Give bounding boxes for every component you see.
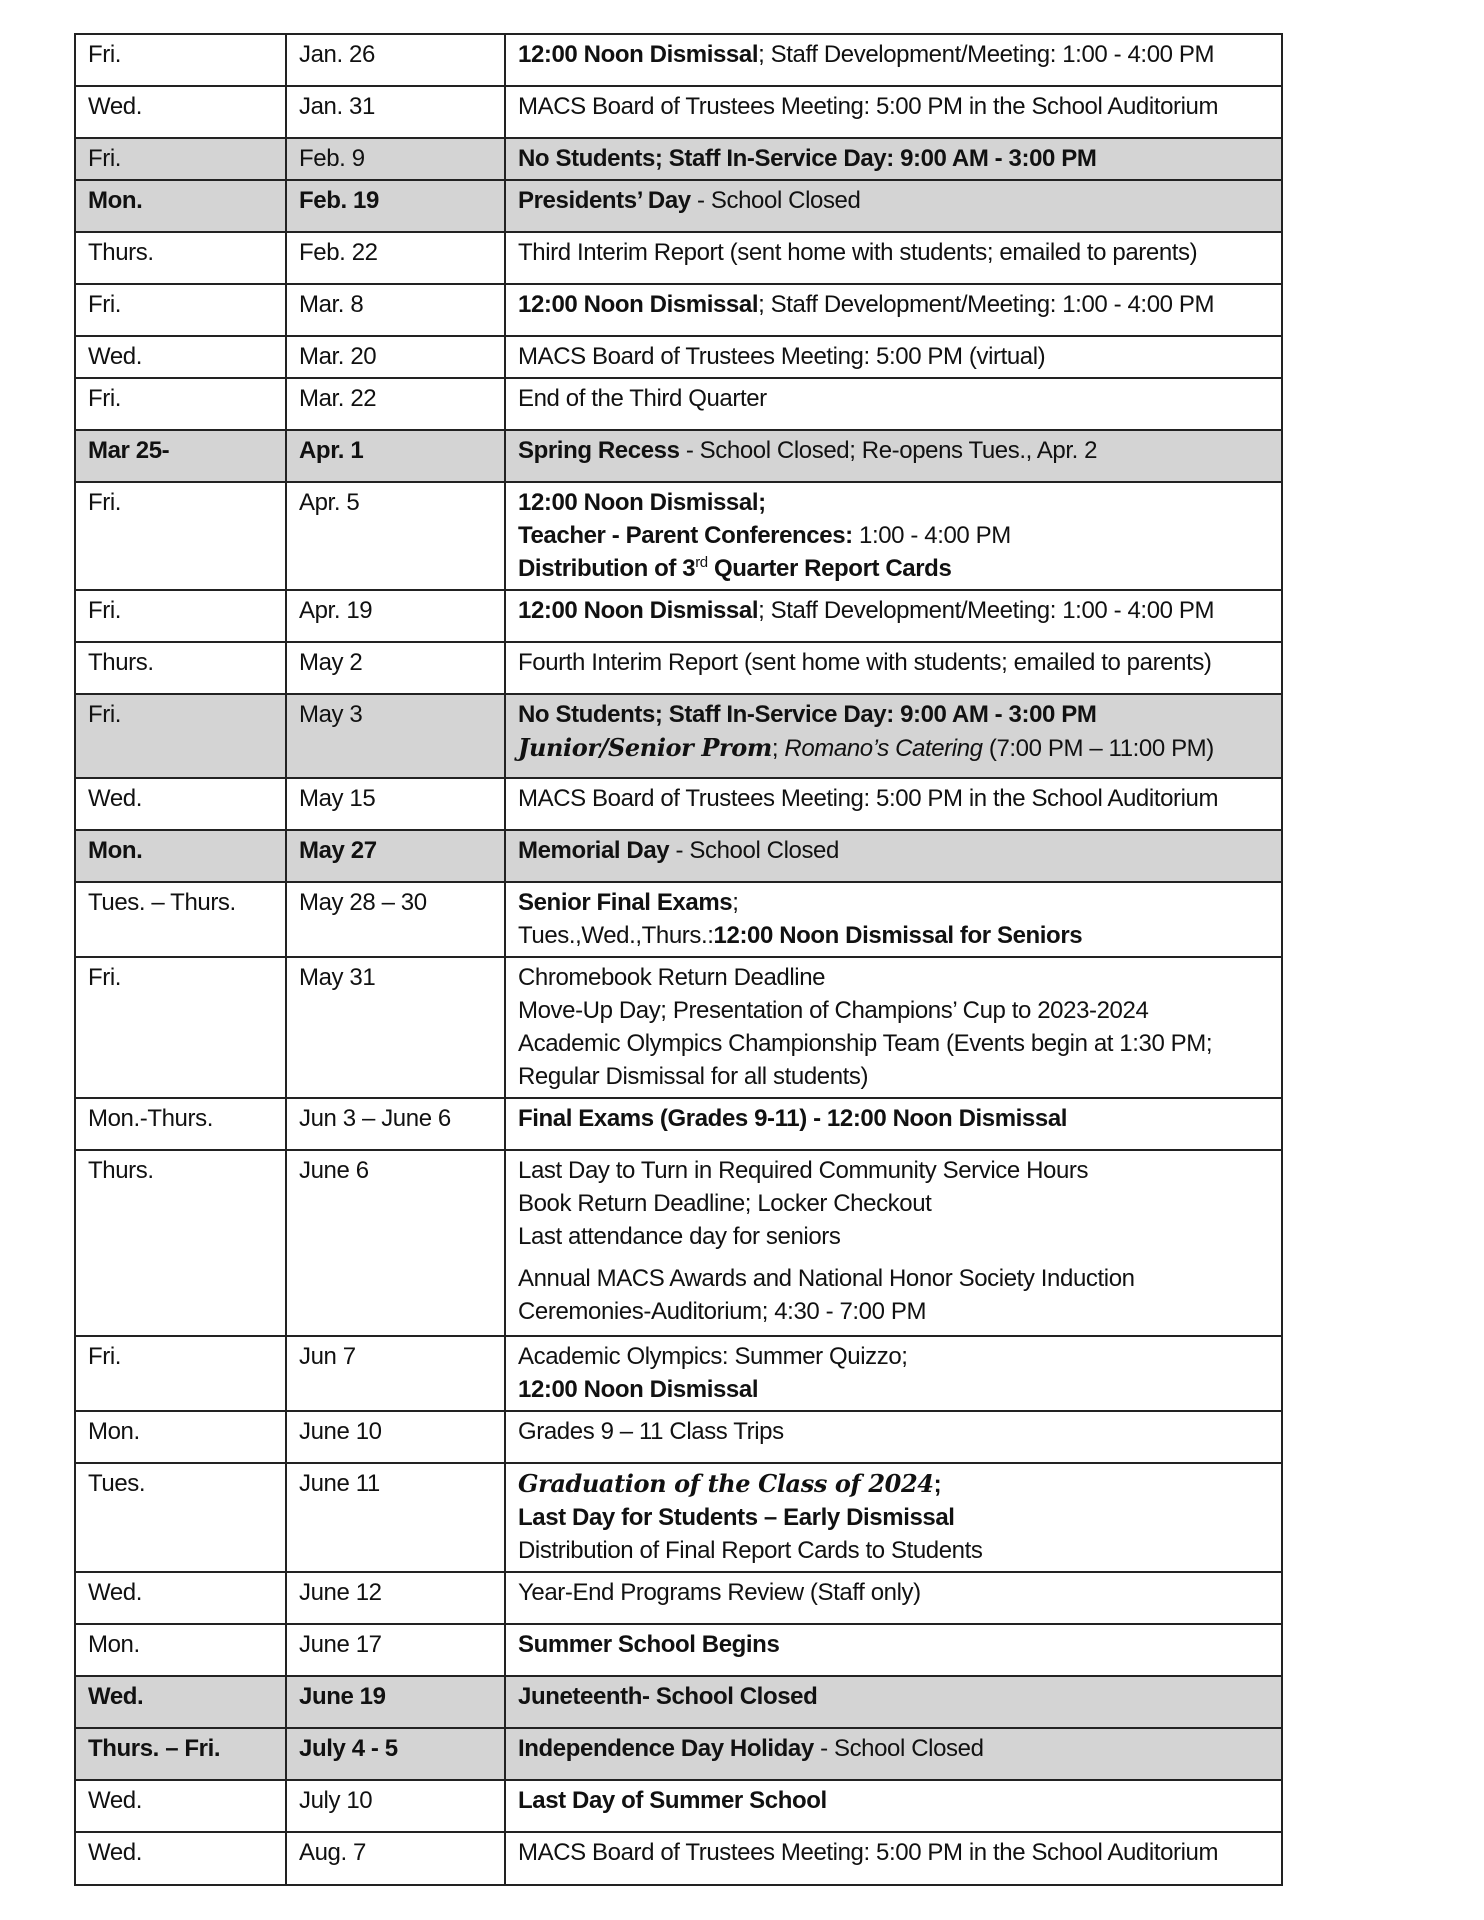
day-cell: Mar 25-	[75, 430, 286, 482]
calendar-row	[75, 232, 1282, 284]
event-cell	[505, 1780, 1282, 1832]
event-text: Last Day of Summer School	[518, 1787, 827, 1814]
event-line	[518, 552, 1269, 585]
day-cell: Wed.	[75, 1572, 286, 1624]
calendar-body	[75, 34, 1282, 1885]
event-text: ;	[732, 889, 739, 916]
day-cell: Mon.	[75, 1411, 286, 1463]
event-text: ; Staff Development/Meeting: 1:00 - 4:00 PM	[758, 41, 1215, 68]
date-cell: Apr. 1	[286, 430, 505, 482]
event-text: MACS Board of Trustees Meeting: 5:00 PM in the School Auditorium	[518, 1839, 1219, 1866]
day-cell: Thurs.	[75, 232, 286, 284]
event-cell	[505, 138, 1282, 180]
calendar-row	[75, 284, 1282, 336]
event-line	[518, 994, 1269, 1027]
event-text: - School Closed	[690, 187, 861, 214]
event-line	[518, 594, 1269, 627]
event-text: 12:00 Noon Dismissal	[518, 1376, 759, 1403]
event-text: Independence Day Holiday	[518, 1735, 814, 1762]
calendar-row	[75, 1463, 1282, 1572]
calendar-row	[75, 882, 1282, 957]
event-line	[518, 142, 1269, 175]
event-line	[518, 886, 1269, 919]
event-text: Teacher - Parent Conferences:	[518, 522, 853, 549]
calendar-row	[75, 1150, 1282, 1336]
event-text: No Students; Staff In-Service Day: 9:00 AM - 3:00 PM	[518, 145, 1097, 172]
event-line	[518, 382, 1269, 415]
event-text: Annual MACS Awards and National Honor Society Induction	[518, 1265, 1135, 1292]
event-line	[518, 1732, 1269, 1765]
event-text: Move-Up Day; Presentation of Champions’ Cup to 2023-2024	[518, 997, 1149, 1024]
event-text: Presidents’ Day	[518, 187, 691, 214]
day-cell: Fri.	[75, 694, 286, 778]
event-text: Distribution of 3	[518, 555, 696, 582]
day-cell: Fri.	[75, 1336, 286, 1411]
event-cell	[505, 590, 1282, 642]
event-text: Distribution of Final Report Cards to Students	[518, 1537, 983, 1564]
event-line	[518, 184, 1269, 217]
event-cell	[505, 1411, 1282, 1463]
calendar-row	[75, 138, 1282, 180]
calendar-row	[75, 1624, 1282, 1676]
day-cell: Thurs.	[75, 1150, 286, 1336]
date-cell: June 10	[286, 1411, 505, 1463]
day-cell: Fri.	[75, 34, 286, 86]
event-text: - School Closed	[669, 837, 839, 864]
event-text: Last Day to Turn in Required Community Service Hours	[518, 1157, 1089, 1184]
event-cell	[505, 1463, 1282, 1572]
day-cell: Tues.	[75, 1463, 286, 1572]
day-cell: Thurs.	[75, 642, 286, 694]
event-cell	[505, 694, 1282, 778]
event-line	[518, 1467, 1269, 1501]
event-text: MACS Board of Trustees Meeting: 5:00 PM (virtual)	[518, 343, 1046, 370]
event-line	[518, 731, 1269, 765]
calendar-row	[75, 1336, 1282, 1411]
calendar-row	[75, 86, 1282, 138]
date-cell: June 11	[286, 1463, 505, 1572]
event-line	[518, 1102, 1269, 1135]
date-cell: Jun 7	[286, 1336, 505, 1411]
event-line	[518, 340, 1269, 373]
event-text: ;	[933, 1471, 942, 1498]
event-text: 12:00 Noon Dismissal	[518, 291, 759, 318]
calendar-row	[75, 482, 1282, 590]
event-line	[518, 1060, 1269, 1093]
date-cell: May 3	[286, 694, 505, 778]
date-cell: Feb. 19	[286, 180, 505, 232]
day-cell: Wed.	[75, 1832, 286, 1885]
calendar-row	[75, 1411, 1282, 1463]
event-line	[518, 1027, 1269, 1060]
event-line	[518, 1784, 1269, 1817]
event-text: Juneteenth- School Closed	[518, 1683, 818, 1710]
event-line	[518, 834, 1269, 867]
event-text: End of the Third Quarter	[518, 385, 767, 412]
date-cell: Apr. 5	[286, 482, 505, 590]
event-cell	[505, 957, 1282, 1098]
event-line	[518, 1187, 1269, 1220]
event-text: Last attendance day for seniors	[518, 1223, 841, 1250]
event-text: No Students; Staff In-Service Day: 9:00 AM - 3:00 PM	[518, 701, 1097, 728]
date-cell: Jan. 26	[286, 34, 505, 86]
date-cell: May 28 – 30	[286, 882, 505, 957]
event-line	[518, 919, 1269, 952]
calendar-row	[75, 1098, 1282, 1150]
event-line	[518, 236, 1269, 269]
event-line	[518, 698, 1269, 731]
event-text: Academic Olympics: Summer Quizzo;	[518, 1343, 908, 1370]
event-line	[518, 519, 1269, 552]
day-cell: Mon.	[75, 1624, 286, 1676]
event-cell	[505, 1676, 1282, 1728]
date-cell: July 4 - 5	[286, 1728, 505, 1780]
day-cell: Fri.	[75, 284, 286, 336]
event-text: 12:00 Noon Dismissal;	[518, 489, 766, 516]
event-cell	[505, 1150, 1282, 1336]
date-cell: May 31	[286, 957, 505, 1098]
event-cell	[505, 180, 1282, 232]
event-text: 12:00 Noon Dismissal	[518, 41, 759, 68]
day-cell: Wed.	[75, 336, 286, 378]
day-cell: Fri.	[75, 957, 286, 1098]
event-text: Grades 9 – 11 Class Trips	[518, 1418, 784, 1445]
day-cell: Wed.	[75, 1676, 286, 1728]
event-text: - School Closed	[813, 1735, 984, 1762]
event-cell	[505, 284, 1282, 336]
event-text: rd	[695, 554, 708, 571]
date-cell: Jun 3 – June 6	[286, 1098, 505, 1150]
calendar-row	[75, 378, 1282, 430]
event-line	[518, 1262, 1269, 1295]
day-cell: Mon.-Thurs.	[75, 1098, 286, 1150]
date-cell: June 17	[286, 1624, 505, 1676]
event-text: Year-End Programs Review (Staff only)	[518, 1579, 921, 1606]
event-cell	[505, 1728, 1282, 1780]
event-line	[518, 1220, 1269, 1253]
event-text: Romano’s Catering	[784, 735, 983, 762]
event-line	[518, 1836, 1269, 1869]
event-text: Book Return Deadline; Locker Checkout	[518, 1190, 932, 1217]
day-cell: Wed.	[75, 86, 286, 138]
calendar-row	[75, 180, 1282, 232]
event-cell	[505, 86, 1282, 138]
calendar-row	[75, 694, 1282, 778]
calendar-row	[75, 1780, 1282, 1832]
event-text: Memorial Day	[518, 837, 670, 864]
calendar-row	[75, 590, 1282, 642]
day-cell: Fri.	[75, 138, 286, 180]
date-cell: Aug. 7	[286, 1832, 505, 1885]
event-text: Graduation of the Class of 2024	[518, 1469, 934, 1498]
date-cell: May 2	[286, 642, 505, 694]
event-text: - School Closed; Re-opens Tues., Apr. 2	[679, 437, 1098, 464]
day-cell: Fri.	[75, 482, 286, 590]
day-cell: Wed.	[75, 1780, 286, 1832]
event-line	[518, 961, 1269, 994]
event-text: Regular Dismissal for all students)	[518, 1063, 869, 1090]
calendar-row	[75, 1728, 1282, 1780]
event-text: Quarter Report Cards	[707, 555, 952, 582]
date-cell: Jan. 31	[286, 86, 505, 138]
event-cell	[505, 34, 1282, 86]
event-line	[518, 1373, 1269, 1406]
event-text: Tues.,Wed.,Thurs.:	[518, 922, 714, 949]
day-cell: Wed.	[75, 778, 286, 830]
day-cell: Thurs. – Fri.	[75, 1728, 286, 1780]
calendar-row	[75, 1832, 1282, 1885]
event-text: Fourth Interim Report (sent home with students; emailed to parents)	[518, 649, 1212, 676]
event-text: Spring Recess	[518, 437, 680, 464]
event-text: 1:00 - 4:00 PM	[852, 522, 1011, 549]
event-line	[518, 646, 1269, 679]
event-text: Senior Final Exams	[518, 889, 733, 916]
event-line	[518, 38, 1269, 71]
event-text: Chromebook Return Deadline	[518, 964, 826, 991]
date-cell: Mar. 8	[286, 284, 505, 336]
event-line	[518, 1628, 1269, 1661]
event-text: Junior/Senior Prom	[518, 733, 772, 762]
event-line	[518, 782, 1269, 815]
event-text: Final Exams (Grades 9-11) - 12:00 Noon Dismissal	[518, 1105, 1068, 1132]
event-line	[518, 1415, 1269, 1448]
day-cell: Fri.	[75, 590, 286, 642]
event-cell	[505, 1624, 1282, 1676]
event-cell	[505, 232, 1282, 284]
day-cell: Fri.	[75, 378, 286, 430]
event-text: ;	[771, 735, 785, 762]
event-line	[518, 1154, 1269, 1187]
day-cell: Mon.	[75, 830, 286, 882]
event-text: (7:00 PM – 11:00 PM)	[982, 735, 1214, 762]
date-cell: May 15	[286, 778, 505, 830]
event-line	[518, 1576, 1269, 1609]
date-cell: Mar. 22	[286, 378, 505, 430]
event-line	[518, 1501, 1269, 1534]
event-text: ; Staff Development/Meeting: 1:00 - 4:00 PM	[758, 597, 1215, 624]
event-text: MACS Board of Trustees Meeting: 5:00 PM in the School Auditorium	[518, 93, 1219, 120]
event-cell	[505, 642, 1282, 694]
calendar-row	[75, 1676, 1282, 1728]
calendar-row	[75, 430, 1282, 482]
day-cell: Mon.	[75, 180, 286, 232]
event-text: 12:00 Noon Dismissal	[518, 597, 759, 624]
calendar-row	[75, 957, 1282, 1098]
event-text: Academic Olympics Championship Team (Events begin at 1:30 PM;	[518, 1030, 1213, 1057]
event-cell	[505, 778, 1282, 830]
event-text: Third Interim Report (sent home with students; emailed to parents)	[518, 239, 1198, 266]
event-cell	[505, 430, 1282, 482]
event-line	[518, 1680, 1269, 1713]
calendar-row	[75, 778, 1282, 830]
event-cell	[505, 830, 1282, 882]
event-cell	[505, 336, 1282, 378]
event-text: Last Day for Students – Early Dismissal	[518, 1504, 955, 1531]
date-cell: July 10	[286, 1780, 505, 1832]
date-cell: June 6	[286, 1150, 505, 1336]
event-cell	[505, 1336, 1282, 1411]
event-line	[518, 90, 1269, 123]
event-cell	[505, 482, 1282, 590]
event-cell	[505, 1572, 1282, 1624]
day-cell: Tues. – Thurs.	[75, 882, 286, 957]
event-text: Ceremonies-Auditorium; 4:30 - 7:00 PM	[518, 1298, 927, 1325]
event-line	[518, 1295, 1269, 1328]
event-cell	[505, 882, 1282, 957]
date-cell: June 19	[286, 1676, 505, 1728]
calendar-row	[75, 642, 1282, 694]
event-line	[518, 1534, 1269, 1567]
event-line	[518, 1340, 1269, 1373]
calendar-row	[75, 1572, 1282, 1624]
event-text: Summer School Begins	[518, 1631, 780, 1658]
event-cell	[505, 1098, 1282, 1150]
calendar-row	[75, 830, 1282, 882]
event-cell	[505, 378, 1282, 430]
date-cell: Feb. 9	[286, 138, 505, 180]
date-cell: June 12	[286, 1572, 505, 1624]
calendar-row	[75, 34, 1282, 86]
event-line	[518, 486, 1269, 519]
calendar-row	[75, 336, 1282, 378]
event-text: MACS Board of Trustees Meeting: 5:00 PM in the School Auditorium	[518, 785, 1219, 812]
event-text: ; Staff Development/Meeting: 1:00 - 4:00 PM	[758, 291, 1215, 318]
event-line	[518, 434, 1269, 467]
event-cell	[505, 1832, 1282, 1885]
date-cell: Apr. 19	[286, 590, 505, 642]
school-calendar-table	[74, 33, 1283, 1886]
event-text: 12:00 Noon Dismissal for Seniors	[713, 922, 1083, 949]
event-line	[518, 288, 1269, 321]
date-cell: Mar. 20	[286, 336, 505, 378]
date-cell: May 27	[286, 830, 505, 882]
date-cell: Feb. 22	[286, 232, 505, 284]
